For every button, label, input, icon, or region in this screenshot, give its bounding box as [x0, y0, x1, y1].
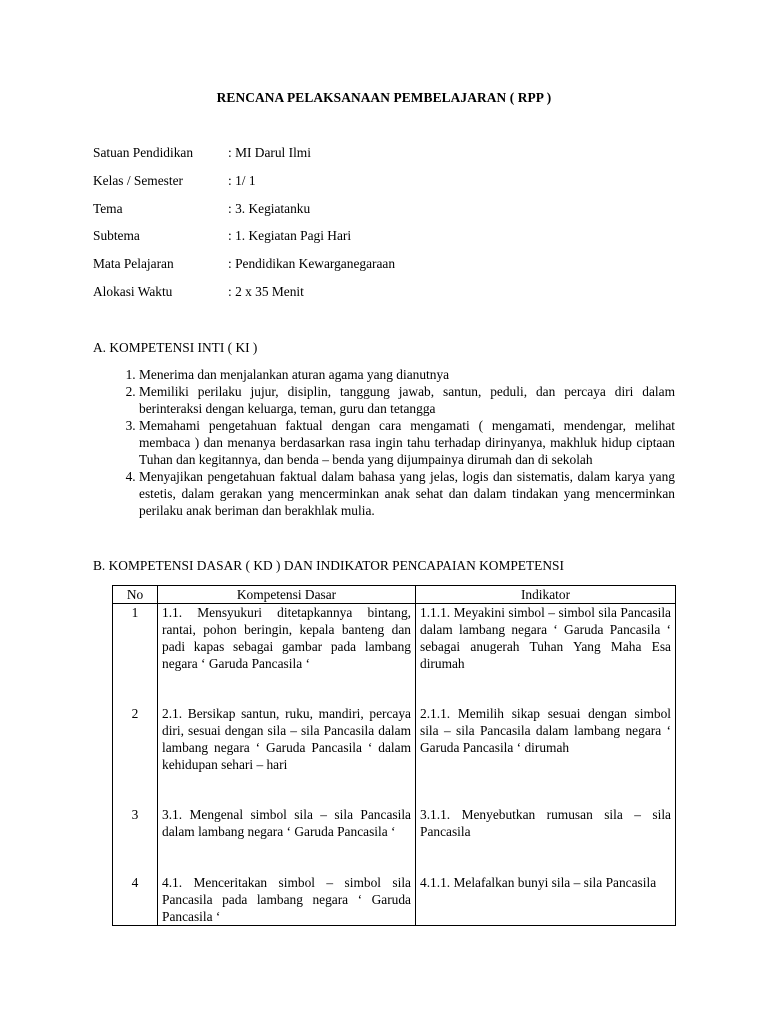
table-row [113, 874, 676, 926]
kd-cell: 2.1. Bersikap santun, ruku, mandiri, percaya diri, sesuai dengan sila – sila Pancasila dalam lambang negara ‘ Garuda Pancasila ‘ dalam kehidupan sehari – hari [158, 705, 416, 806]
indikator-cell: 4.1.1. Melafalkan bunyi sila – sila Pancasila [416, 874, 676, 926]
identity-value: : 3. Kegiatanku [228, 200, 311, 216]
ki-item: 4. Menyajikan pengetahuan faktual dalam bahasa yang jelas, logis dan sistematis, dalam karya yang estetis, dalam gerakan yang mencerminkan anak sehat dan dalam tindakan yang mencerminkan perilaku anak beriman dan berakhlak mulia. [139, 468, 675, 519]
column-header-indikator: Indikator [416, 586, 676, 604]
kd-cell: 4.1. Menceritakan simbol – simbol sila Pancasila pada lambang negara ‘ Garuda Pancasila ‘ [158, 874, 416, 926]
kd-cell: 3.1. Mengenal simbol sila – sila Pancasila dalam lambang negara ‘ Garuda Pancasila ‘ [158, 806, 416, 874]
kd-table [112, 585, 676, 926]
identity-label: Kelas / Semester [93, 172, 183, 188]
row-number: 1 [113, 604, 158, 706]
table-row [113, 705, 676, 806]
identity-value: : 1. Kegiatan Pagi Hari [228, 228, 352, 244]
identity-row-satuan [93, 144, 395, 172]
kd-table-header [113, 586, 676, 604]
identity-row-kelas [93, 172, 395, 200]
column-header-kd: Kompetensi Dasar [158, 586, 416, 604]
indikator-cell: 2.1.1. Memilih sikap sesuai dengan simbol sila – sila Pancasila dalam lambang negara ‘ Garuda Pancasila ‘ dirumah [416, 705, 676, 806]
identity-value: : 1/ 1 [228, 172, 256, 188]
row-number: 2 [113, 705, 158, 806]
identity-label: Tema [93, 200, 123, 216]
identity-row-alokasi [93, 283, 395, 311]
row-number: 4 [113, 874, 158, 926]
identity-label: Subtema [93, 228, 140, 244]
identity-label: Satuan Pendidikan [93, 145, 194, 160]
table-row [113, 806, 676, 874]
table-row [113, 604, 676, 706]
section-b-heading: B. KOMPETENSI DASAR ( KD ) DAN INDIKATOR PENCAPAIAN KOMPETENSI [93, 558, 564, 573]
column-header-no: No [113, 586, 158, 604]
identity-value: : Pendidikan Kewarganegaraan [228, 256, 396, 272]
identity-label: Mata Pelajaran [93, 256, 174, 272]
page-title: RENCANA PELAKSANAAN PEMBELAJARAN ( RPP ) [216, 90, 552, 105]
identity-value: : 2 x 35 Menit [228, 283, 304, 299]
row-number: 3 [113, 806, 158, 874]
ki-item: 1. Menerima dan menjalankan aturan agama yang dianutnya [139, 366, 675, 383]
indikator-cell: 3.1.1. Menyebutkan rumusan sila – sila Pancasila [416, 806, 676, 874]
indikator-cell: 1.1.1. Meyakini simbol – simbol sila Pancasila dalam lambang negara ‘ Garuda Pancasila ‘ sebagai anugerah Tuhan Yang Maha Esa dirumah [416, 604, 676, 706]
identity-row-mapel [93, 255, 395, 283]
kd-cell: 1.1. Mensyukuri ditetapkannya bintang, rantai, pohon beringin, kepala banteng dan padi kapas sebagai gambar pada lambang negara ‘ Garuda Pancasila ‘ [158, 604, 416, 706]
identity-row-subtema [93, 227, 395, 255]
identity-label: Alokasi Waktu [93, 283, 173, 299]
identity-value: : MI Darul Ilmi [228, 145, 311, 160]
ki-list [93, 366, 675, 519]
ki-item: 2. Memiliki perilaku jujur, disiplin, tanggung jawab, santun, peduli, dan percaya diri dalam berinteraksi dengan keluarga, teman, guru dan tetangga [139, 383, 675, 417]
section-a-heading: A. KOMPETENSI INTI ( KI ) [93, 340, 258, 355]
ki-item: 3. Memahami pengetahuan faktual dengan cara mengamati ( mengamati, mendengar, melihat membaca ) dan menanya berdasarkan rasa ingin tahu terhadap dirinyanya, makhluk hidup ciptaan Tuhan dan kegitannya, dan benda – benda yang dijumpainya dirumah dan di sekolah [139, 417, 675, 468]
identity-row-tema [93, 200, 395, 228]
identity-block [93, 144, 395, 311]
